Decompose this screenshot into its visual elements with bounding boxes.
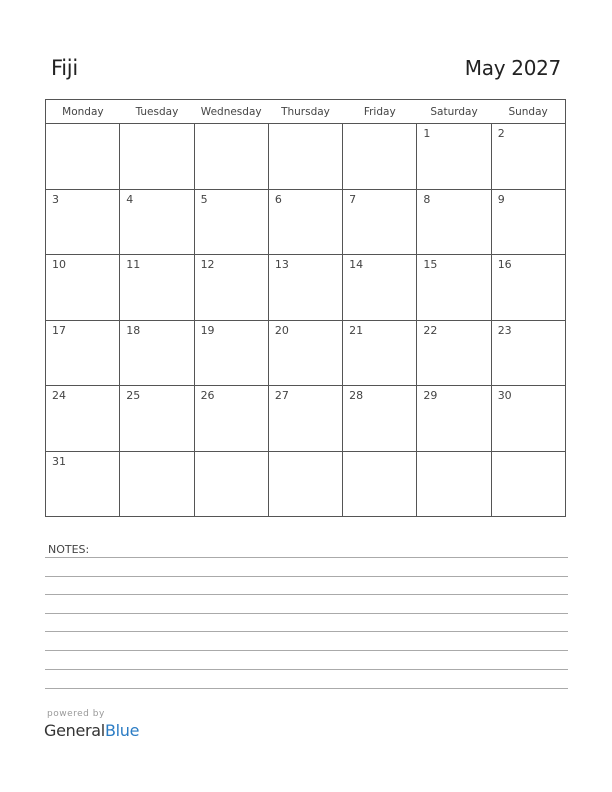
day-cell	[491, 451, 565, 517]
day-number: 27	[274, 389, 289, 402]
day-number: 30	[497, 389, 512, 402]
day-cell	[194, 124, 268, 190]
day-cell	[194, 386, 268, 452]
notes-line	[45, 631, 568, 632]
day-cell	[194, 255, 268, 321]
day-number: 19	[200, 323, 215, 337]
day-cell	[417, 124, 491, 190]
day-cell	[194, 320, 268, 386]
day-cell	[343, 255, 417, 321]
day-number	[46, 124, 119, 127]
day-cell	[46, 451, 120, 517]
day-number: 24	[52, 389, 66, 402]
day-number	[492, 452, 565, 455]
day-number: 8	[423, 192, 431, 206]
day-cell	[46, 189, 120, 255]
day-cell	[491, 189, 565, 255]
day-number: 26	[200, 389, 215, 402]
day-cell	[417, 386, 491, 452]
day-cell	[491, 255, 565, 321]
brand-blue: Blue	[104, 721, 140, 740]
day-number	[343, 452, 416, 455]
day-cell	[120, 320, 194, 386]
day-number: 17	[52, 323, 66, 337]
week-row	[46, 189, 566, 255]
day-number	[120, 124, 193, 127]
notes-label: NOTES:	[48, 543, 90, 556]
day-number: 23	[497, 323, 512, 337]
week-row	[46, 386, 566, 452]
day-cell	[268, 451, 342, 517]
notes-line	[45, 669, 568, 670]
day-cell	[194, 189, 268, 255]
calendar-grid	[45, 99, 566, 517]
week-row	[46, 451, 566, 517]
day-number	[269, 452, 342, 455]
day-number: 22	[423, 323, 438, 337]
day-cell	[120, 124, 194, 190]
country-title: Fiji	[51, 56, 78, 80]
weekday-sunday: Sunday	[491, 100, 565, 124]
powered-by-text: powered by	[47, 709, 105, 719]
notes-line	[45, 613, 568, 614]
day-number	[120, 452, 193, 455]
day-number: 10	[52, 258, 66, 271]
notes-line	[45, 576, 568, 577]
day-number	[269, 124, 342, 127]
day-number: 11	[126, 258, 141, 271]
day-cell	[491, 124, 565, 190]
day-number	[417, 452, 490, 455]
week-row	[46, 124, 566, 190]
day-cell	[120, 451, 194, 517]
weekday-saturday: Saturday	[417, 100, 491, 124]
notes-line	[45, 594, 568, 595]
day-number: 25	[126, 389, 141, 402]
weekday-thursday: Thursday	[268, 100, 342, 124]
day-cell	[491, 386, 565, 452]
week-row	[46, 255, 566, 321]
day-cell	[343, 124, 417, 190]
day-number	[195, 124, 268, 127]
day-cell	[417, 320, 491, 386]
weekday-wednesday: Wednesday	[194, 100, 268, 124]
day-cell	[46, 386, 120, 452]
day-cell	[417, 451, 491, 517]
day-number: 18	[126, 323, 141, 337]
day-number: 3	[52, 192, 59, 206]
day-cell	[46, 255, 120, 321]
day-number	[343, 124, 416, 127]
day-cell	[46, 320, 120, 386]
day-number: 5	[200, 192, 208, 206]
day-number: 13	[274, 258, 289, 271]
day-cell	[343, 320, 417, 386]
day-cell	[343, 386, 417, 452]
week-row	[46, 320, 566, 386]
notes-line	[45, 688, 568, 689]
day-number: 20	[274, 323, 289, 337]
day-cell	[343, 451, 417, 517]
day-number: 7	[349, 192, 357, 206]
weekday-friday: Friday	[343, 100, 417, 124]
day-number: 1	[423, 127, 431, 140]
day-number: 29	[423, 389, 438, 402]
day-cell	[120, 189, 194, 255]
day-number: 12	[200, 258, 215, 271]
day-number: 15	[423, 258, 438, 271]
weekday-tuesday: Tuesday	[120, 100, 194, 124]
day-cell	[268, 124, 342, 190]
brand-general: General	[44, 721, 105, 740]
day-cell	[194, 451, 268, 517]
day-cell	[417, 189, 491, 255]
weekday-monday: Monday	[46, 100, 120, 124]
weekday-header-row	[46, 100, 566, 124]
day-cell	[268, 320, 342, 386]
day-number: 4	[126, 192, 134, 206]
day-cell	[268, 386, 342, 452]
day-cell	[417, 255, 491, 321]
day-number: 31	[52, 454, 66, 468]
day-cell	[46, 124, 120, 190]
generalblue-logo	[44, 721, 139, 740]
day-cell	[268, 255, 342, 321]
day-cell	[268, 189, 342, 255]
day-cell	[120, 386, 194, 452]
month-year-title: May 2027	[464, 56, 561, 80]
day-cell	[343, 189, 417, 255]
day-number: 14	[349, 258, 364, 271]
notes-line	[45, 557, 568, 558]
day-number: 21	[349, 323, 364, 337]
day-number: 9	[497, 192, 505, 206]
day-number: 6	[274, 192, 282, 206]
day-number: 16	[497, 258, 512, 271]
day-cell	[491, 320, 565, 386]
day-number	[195, 452, 268, 455]
day-number: 28	[349, 389, 364, 402]
notes-line	[45, 650, 568, 651]
day-cell	[120, 255, 194, 321]
day-number: 2	[497, 127, 505, 140]
